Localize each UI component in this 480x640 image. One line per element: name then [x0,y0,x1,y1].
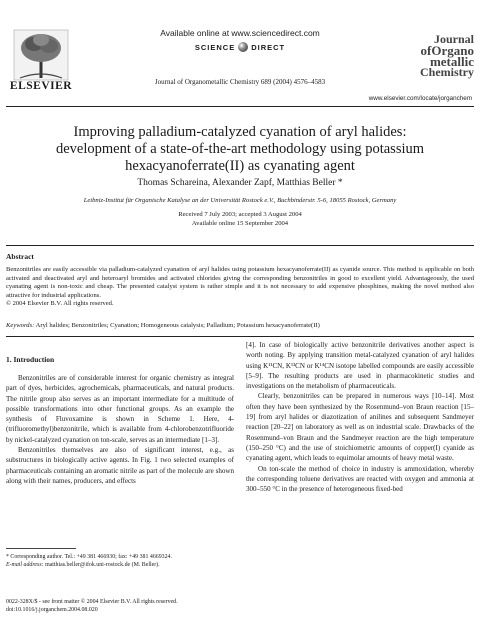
keywords-label: Keywords: [6,322,35,329]
available-online-text: Available online at www.sciencedirect.com [160,28,320,38]
keywords-list: Aryl halides; Benzonitriles; Cyanation; Homogeneous catalysis; Palladium; Potassium hexacyanoferrate(II) [35,322,320,329]
email-link[interactable]: matthias.beller@ifok.uni-rostock.de (M. Beller). [45,562,160,569]
footnote [6,553,234,570]
left-column [6,373,234,486]
journal-reference: Journal of Organometallic Chemistry 689 (2004) 4576–4583 [154,78,326,86]
article-title: Improving palladium-catalyzed cyanation of aryl halides: development of a state-of-the-art methodology using potassium hexacyanoferrate(II) as cyanating agent [55,124,425,174]
right-column [246,340,474,494]
intro-paragraph-1: Benzonitriles are of considerable interest for organic chemistry as integral part of dyes, herbicides, agrochemicals, pharmaceuticals, and natural products. The nitrile group also serves as an important intermediate for a multitude of possible transformations into other functional groups. As an example the synthesis of Fluvoxamine is shown in Scheme 1. Here, 4-(trifluoromethyl)benzonitrile, which is available from 4-chlorobenzotrifluoride by nickel-catalyzed cyanation on ton-scale, serves as an intermediate [1–3]. [6,374,234,444]
abstract-top-divider [6,245,474,246]
header-divider [6,106,474,107]
intro-paragraph-2: Benzonitriles themselves are also of significant interest, e.g., as substructures in biologically active agents. In Fig. 1 two selected examples of pharmaceuticals containing an aromatic nitrile as part of the molecule are shown along with their names, producers, and effects [6,446,234,485]
intro-paragraph-3: [4]. In case of biologically active benzonitrile derivatives another aspect is worth noting. By applying transition metal-catalyzed cyanation of aryl halides using K¹¹CN, K¹³CN or K¹⁴CN isotope labelled compounds are easily accessible [5–9]. The resulting products are used in pharmacokinetic studies and investigations on the metabolism of pharmaceuticals. [246,341,474,391]
abstract-copyright: © 2004 Elsevier B.V. All rights reserved. [6,300,114,308]
footnote-divider [6,548,76,549]
abstract-text: Benzonitriles are easily accessible via palladium-catalyzed cyanation of aryl halides using potassium hexacyanoferrate(II) as cyanide source. This method is applicable on both activated and deactivated aryl and heteroaryl bromides and activated chlorides giving the corresponding benzonitriles in good to excellent yield. Advantageously, the used cyanating agent is non-toxic and cheap. The presented catalyst system is rather simple and it is not necessary to add expensive phosphines, making the novel method also attractive for industrial applications. [6,266,474,299]
journal-logo-line-4: Chemistry [420,65,474,79]
keywords [6,322,474,329]
front-matter-info [6,598,234,615]
journal-logo [374,34,474,78]
sciencedirect-dot-icon [238,42,248,52]
sciencedirect-logo [160,40,320,54]
abstract-bottom-divider [6,336,474,337]
sciencedirect-logo-right: DIRECT [251,42,286,52]
journal-logo-line-1: Journal [433,32,474,46]
author-list: Thomas Schareina, Alexander Zapf, Matthias Beller * [137,178,343,188]
article-dates [60,210,420,228]
available-date: Available online 15 September 2004 [191,220,289,227]
affiliation: Leibniz-Institut für Organische Katalyse an der Universität Rostock e.V., Buchbinderstr. 5-6, 18055 Rostock, Germany [83,197,397,204]
journal-logo-line-2: ofOrgano [420,43,474,58]
journal-url-link[interactable]: www.elsevier.com/locate/jorganchem [368,95,472,102]
journal-logo-line-3: metallic [429,54,474,69]
section-heading-introduction: 1. Introduction [6,355,55,364]
intro-paragraph-5: On ton-scale the method of choice in industry is ammoxidation, whereby the corresponding toluene derivatives are reacted with oxygen and ammonia at 300–550 °C in the presence of heterogeneous fixed-bed [246,464,474,494]
sciencedirect-logo-left: SCIENCE [194,42,236,52]
doi-link[interactable]: doi:10.1016/j.jorganchem.2004.08.020 [6,607,98,614]
abstract-heading: Abstract [6,252,34,261]
issn-line: 0022-328X/$ - see front matter © 2004 Elsevier B.V. All rights reserved. [6,599,178,605]
abstract-body [6,266,474,309]
publisher-logo-text: ELSEVIER [9,80,73,92]
intro-paragraph-4: Clearly, benzonitriles can be prepared in numerous ways [10–14]. Most often they have been synthesized by the Rosenmund–von Braun reaction [15–19] from aryl halides or diazotization of anilines and subsequent Sandmeyer reaction [20–22] on laboratory as well as on industrial scale. Drawbacks of the Rosenmund–von Braun and the Sandmeyer reaction are the high temperature (150–250 °C) and the use of stoichiometric amounts of copper(I) cyanide as cyanating agent, which leads to equimolar amounts of heavy metal waste. [246,392,474,463]
email-label: E-mail address: [6,562,44,569]
corresponding-author-note: * Corresponding author. Tel.: +49 381 466930; fax: +49 381 4669324. [6,554,172,560]
received-date: Received 7 July 2003; accepted 3 August 2004 [178,211,302,218]
